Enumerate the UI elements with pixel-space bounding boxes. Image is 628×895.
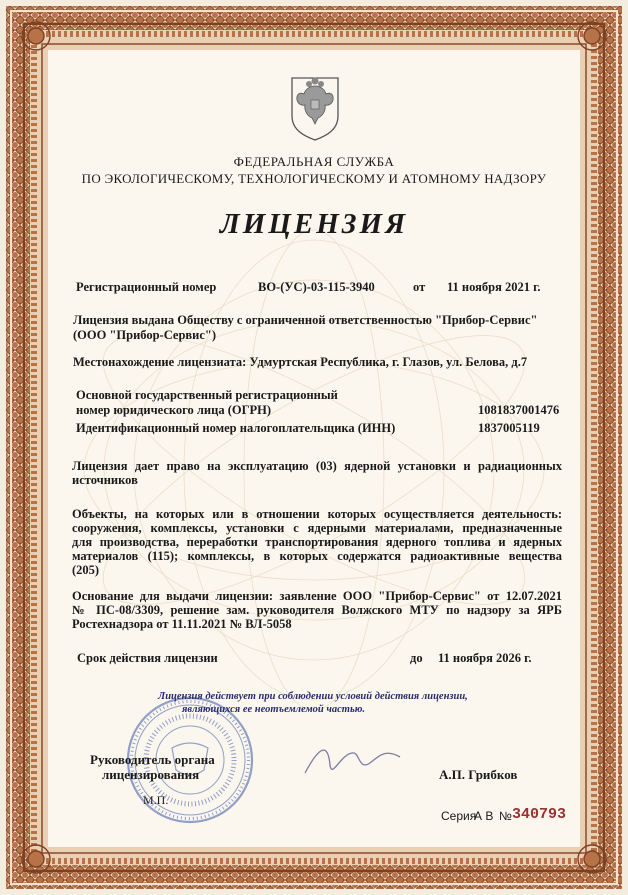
objects-line-2: сооружения, комплексы, установки с ядерными материалами, предназначенные [72,521,562,535]
coat-of-arms-icon [288,72,342,142]
registration-date: 11 ноября 2021 г. [447,280,541,294]
authority-line-1: ФЕДЕРАЛЬНАЯ СЛУЖБА [233,154,395,169]
objects-line-4: материалов (115); комплексы, в которых содержатся радиоактивные вещества [72,549,562,563]
series-number: 340793 [512,806,567,823]
issued-to-line-1: Лицензия выдана Обществу с ограниченной ответственностью "Прибор-Сервис" [73,313,538,327]
series-label: Серия [441,809,477,823]
inn-label: Идентификационный номер налогоплательщика (ИНН) [76,421,396,435]
ogrn-label-2: номер юридического лица (ОГРН) [76,403,272,417]
basis-line-3: Ростехнадзора от 11.11.2021 № ВЛ-5058 [72,617,292,631]
signatory-position-1: Руководитель органа [90,752,215,767]
seal-place-label: М.П. [143,793,169,807]
inn-value: 1837005119 [478,421,540,435]
ogrn-value: 1081837001476 [478,403,560,417]
right-line-1: Лицензия дает право на эксплуатацию (03) ядерной установки и радиационных [72,459,562,473]
right-line-2: источников [72,473,138,487]
validity-date: 11 ноября 2026 г. [438,651,532,665]
series-letters: А В [474,809,494,823]
objects-line-5: (205) [72,563,100,577]
location: Местонахождение лицензиата: Удмуртская Республика, г. Глазов, ул. Белова, д.7 [73,355,528,369]
signatory-position-2: лицензирования [102,767,200,782]
authority-line-2: ПО ЭКОЛОГИЧЕСКОМУ, ТЕХНОЛОГИЧЕСКОМУ И АТОМНОМУ НАДЗОРУ [81,171,547,186]
objects-line-3: для производства, переработки транспортирования ядерного топлива и ядерных [72,535,562,549]
handwritten-signature [300,735,410,785]
note-line-2: являющихся ее неотъемлемой частью. [182,704,366,715]
ogrn-label-1: Основной государственный регистрационный [76,388,338,402]
document-title: ЛИЦЕНЗИЯ [219,208,409,240]
registration-from: от [413,280,426,294]
basis-line-1: Основание для выдачи лицензии: заявление ООО "Прибор-Сервис" от 12.07.2021 [72,589,562,603]
issued-to-line-2: (ООО "Прибор-Сервис") [73,328,217,342]
validity-label: Срок действия лицензии [77,651,218,665]
registration-label: Регистрационный номер [76,280,217,294]
note-line-1: Лицензия действует при соблюдении условий действия лицензии, [158,691,468,702]
signatory-name: А.П. Грибков [439,767,518,782]
registration-number: ВО-(УС)-03-115-3940 [258,280,375,294]
basis-line-2: № ПС-08/3309, решение зам. руководителя Волжского МТУ по надзору за ЯРБ [72,603,562,617]
series-number-sign: № [499,809,512,823]
validity-until: до [410,651,423,665]
objects-line-1: Объекты, на которых или в отношении которых осуществляется деятельность: [72,507,562,521]
